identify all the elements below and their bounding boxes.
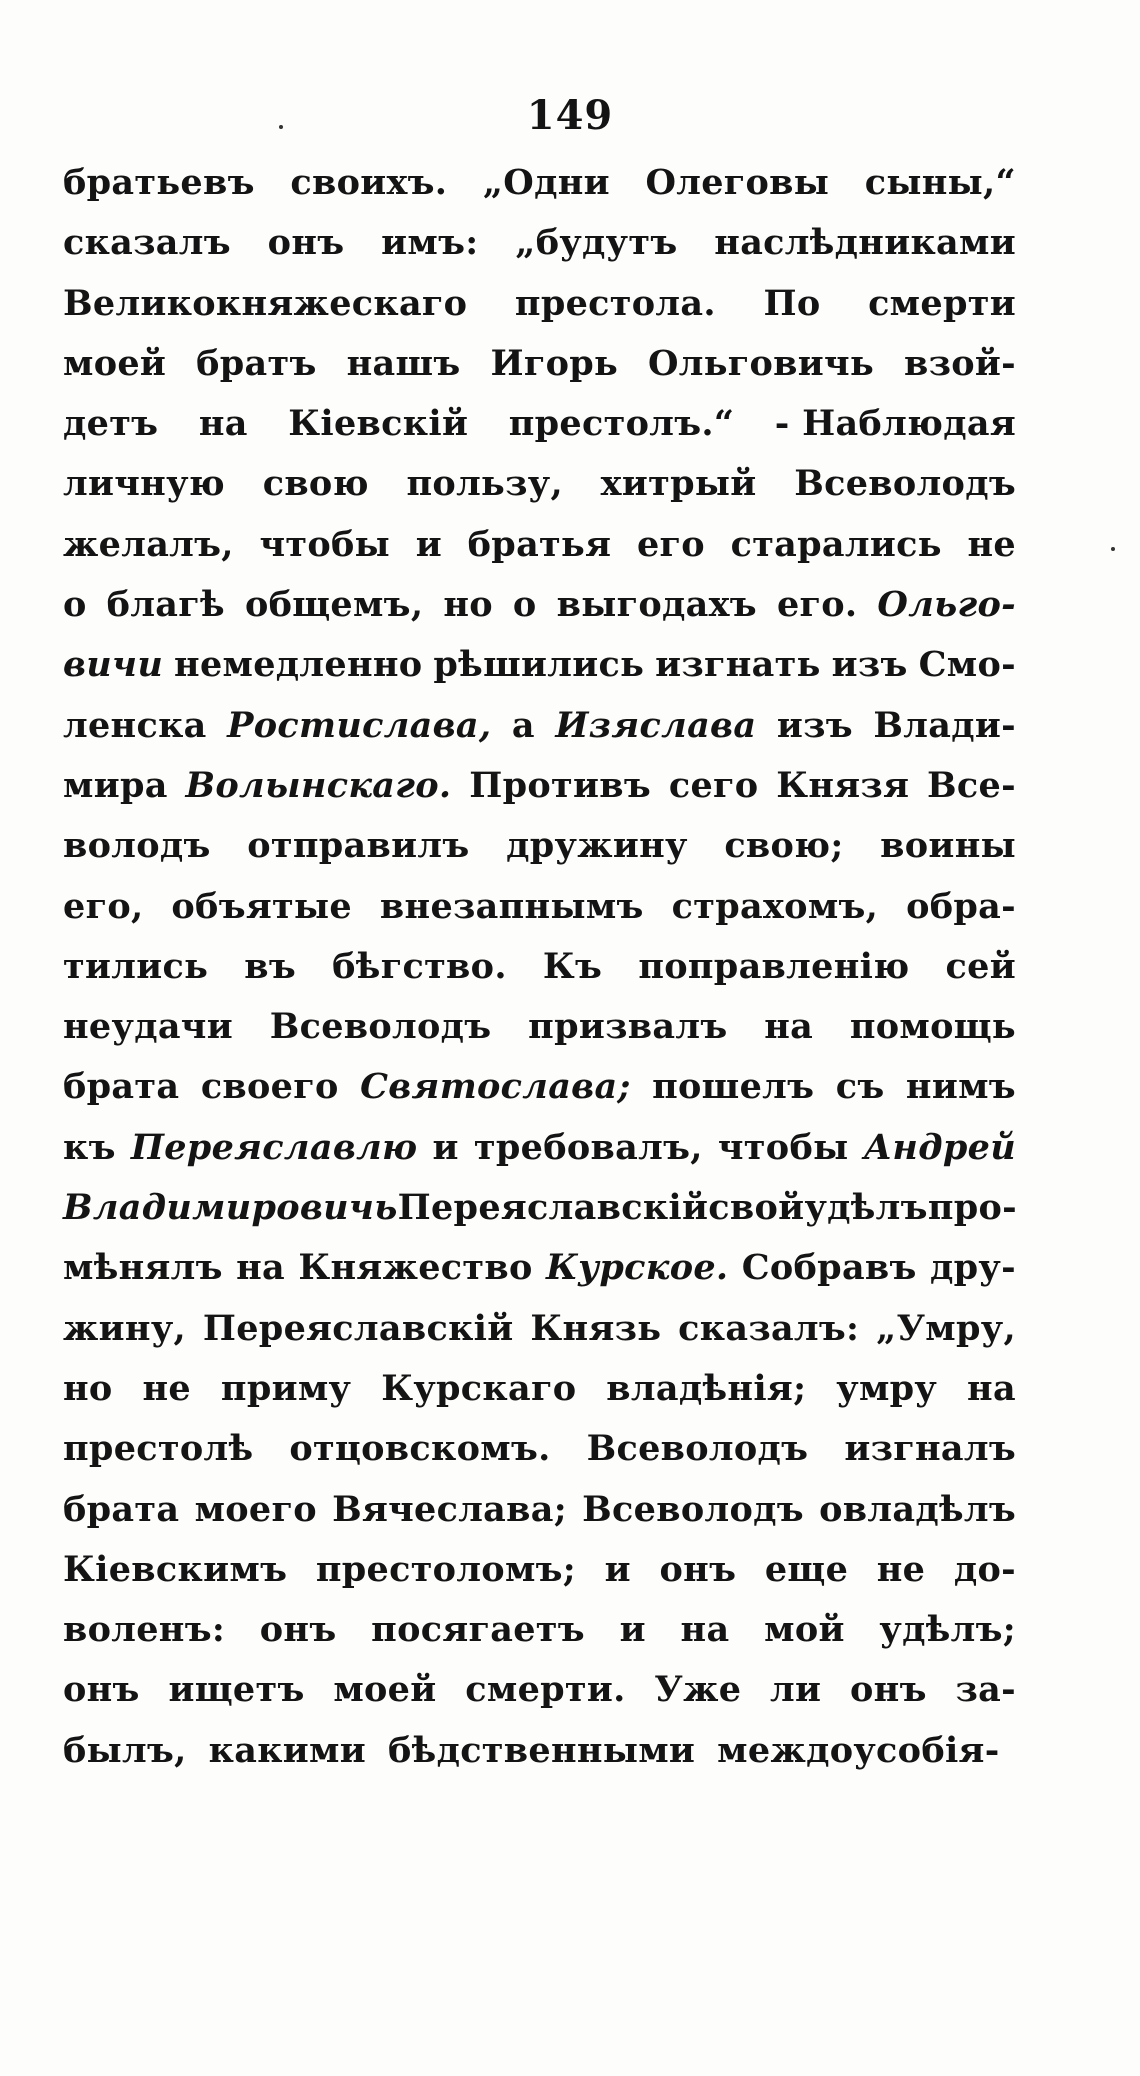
word: внезапнымъ (379, 885, 644, 927)
text-line (63, 1669, 1016, 1729)
word: братъ (196, 342, 317, 384)
word: и (432, 1126, 459, 1168)
text-line (63, 825, 1016, 885)
word: Всеволодъ (582, 1488, 804, 1530)
text-line (63, 1368, 1016, 1428)
word: Вячеслава; (332, 1488, 567, 1530)
word: пошелъ (652, 1066, 815, 1108)
word: По (763, 282, 821, 324)
word: престола. (514, 282, 716, 324)
word: еще (764, 1548, 849, 1590)
italic-word: Ольго- (877, 584, 1016, 626)
word: Курскаго (381, 1367, 577, 1409)
word: Кіевскимъ (63, 1548, 288, 1590)
word: въ (244, 945, 297, 987)
word: своихъ. (290, 162, 448, 203)
word: мой (764, 1609, 845, 1651)
word: сыны,“ (864, 162, 1016, 203)
word: „Одни (482, 162, 610, 203)
word: Къ (542, 945, 603, 987)
word: приму (220, 1367, 352, 1409)
text-line (63, 1489, 1016, 1549)
word: смерти. (465, 1669, 626, 1711)
italic-word: Святослава; (360, 1066, 631, 1108)
word: выгодахъ (556, 584, 757, 626)
word: свой (708, 1187, 805, 1229)
word: немедленно (174, 644, 423, 686)
word: Князя (776, 764, 910, 806)
word: Переяславскій (397, 1187, 709, 1229)
word: мира (63, 764, 168, 806)
text-line (63, 1549, 1016, 1609)
word: Влади- (873, 704, 1016, 746)
word: воленъ: (63, 1609, 226, 1651)
word: володъ (63, 825, 211, 867)
word: дру- (930, 1247, 1016, 1289)
word: его. (776, 584, 858, 626)
word: благѣ (106, 584, 225, 626)
ink-speck (1111, 547, 1115, 551)
italic-word: Волынскаго. (185, 764, 452, 806)
word: престолѣ (63, 1428, 254, 1470)
word: свою; (724, 825, 844, 867)
text-line (63, 1247, 1016, 1307)
italic-word: Изяслава (555, 704, 757, 746)
text-line (63, 1428, 1016, 1488)
word: смерти (868, 282, 1016, 324)
word: Игорь (490, 342, 619, 384)
word: брата (63, 1488, 180, 1530)
word: о (63, 584, 87, 626)
word: чтобы (259, 523, 391, 565)
word: владѣнія; (606, 1367, 807, 1409)
word: сказалъ: (678, 1307, 860, 1349)
text-line (63, 343, 1016, 403)
word: изгналъ (844, 1428, 1016, 1470)
word: брата (63, 1066, 180, 1108)
word: посягаетъ (371, 1609, 585, 1651)
text-line (63, 1308, 1016, 1368)
ink-speck (279, 125, 283, 129)
word: на (764, 1006, 814, 1048)
word: общемъ, (244, 584, 424, 626)
word: рѣшились (433, 644, 645, 686)
word: на (236, 1247, 286, 1289)
text-line (63, 584, 1016, 644)
word: детъ (63, 403, 159, 445)
word: помощь (849, 1006, 1016, 1048)
word: его, (63, 885, 144, 927)
word: къ (63, 1126, 116, 1168)
word: ли (770, 1669, 822, 1711)
word: имъ: (381, 222, 479, 264)
word: призвалъ (528, 1006, 728, 1048)
word: но (63, 1367, 113, 1409)
word: Всеволодъ (794, 463, 1016, 505)
word: изъ (776, 704, 853, 746)
text-line (63, 886, 1016, 946)
word: поправленію (638, 945, 910, 987)
text-line (63, 403, 1016, 463)
word: отцовскомъ. (289, 1428, 551, 1470)
word: и (415, 523, 442, 565)
word: междоусобія- (717, 1729, 1000, 1771)
word: свою (262, 463, 369, 505)
word: - Наблюдая (774, 403, 1016, 445)
text-line (63, 162, 1016, 222)
italic-word: Курское. (545, 1247, 729, 1289)
word: Кіевскій (288, 403, 469, 445)
word: Уже (654, 1669, 742, 1711)
word: а (511, 704, 535, 746)
word: сказалъ (63, 222, 231, 264)
text-line (63, 1730, 1016, 1790)
word: Смо- (918, 644, 1016, 686)
word: Всеволодъ (269, 1006, 492, 1048)
word: на (680, 1609, 730, 1651)
word: мѣнялъ (63, 1247, 223, 1289)
word: пользу, (406, 463, 563, 505)
word: за- (955, 1669, 1016, 1711)
word: „будутъ (515, 222, 678, 264)
word: про- (927, 1187, 1017, 1229)
word: до- (953, 1548, 1016, 1590)
word: не (142, 1367, 191, 1409)
word: неудачи (63, 1006, 233, 1048)
word: ленска (63, 704, 207, 746)
text-line (63, 705, 1016, 765)
word: Великокняжескаго (63, 282, 468, 324)
word: Ольговичь (647, 342, 875, 384)
word: умру (836, 1367, 938, 1409)
word: не (967, 523, 1016, 565)
text-line (63, 1187, 1016, 1247)
text-line (63, 644, 1016, 704)
word: объятые (171, 885, 352, 927)
word: престолъ.“ (508, 403, 735, 445)
word: жину, (63, 1307, 187, 1349)
word: и (604, 1548, 631, 1590)
word: моей (63, 342, 167, 384)
word: изъ (831, 644, 908, 686)
word: онъ (850, 1669, 927, 1711)
word: моей (333, 1669, 437, 1711)
word: личную (63, 463, 225, 505)
word: наслѣдниками (714, 222, 1016, 264)
word: Все- (927, 764, 1016, 806)
word: удѣлъ; (879, 1609, 1016, 1651)
word: нимъ (905, 1066, 1016, 1108)
word: обра- (906, 885, 1016, 927)
body-text (63, 162, 1016, 1790)
word: Переяславскій (202, 1307, 514, 1349)
text-line (63, 463, 1016, 523)
text-line (63, 524, 1016, 584)
text-line (63, 1006, 1016, 1066)
word: Князь (530, 1307, 662, 1349)
word: нашъ (346, 342, 461, 384)
word: моего (194, 1488, 317, 1530)
word: Противъ (469, 764, 652, 806)
word: о (512, 584, 537, 626)
word: бѣгство. (332, 945, 507, 987)
word: Княжество (298, 1247, 533, 1289)
word: своего (200, 1066, 339, 1108)
word: старались (730, 523, 942, 565)
word: какими (208, 1729, 367, 1771)
word: сей (945, 945, 1016, 987)
italic-word: Владимировичь (63, 1187, 398, 1229)
text-line (63, 222, 1016, 282)
word: овладѣлъ (819, 1488, 1016, 1530)
text-line (63, 1127, 1016, 1187)
word: тились (63, 945, 209, 987)
word: онъ (659, 1548, 737, 1590)
word: онъ (259, 1609, 337, 1651)
word: удѣлъ (804, 1187, 928, 1229)
word: братьевъ (63, 162, 255, 203)
word: но (443, 584, 493, 626)
word: чтобы (717, 1126, 849, 1168)
word: страхомъ, (671, 885, 879, 927)
word: ищетъ (168, 1669, 305, 1711)
text-line (63, 946, 1016, 1006)
word: престоломъ; (315, 1548, 577, 1590)
word: онъ (63, 1669, 140, 1711)
italic-word: Переяславлю (130, 1126, 418, 1168)
word: не (876, 1548, 926, 1590)
text-line (63, 1609, 1016, 1669)
word: братья (467, 523, 612, 565)
word: хитрый (600, 463, 757, 505)
word: бѣдственными (388, 1729, 696, 1771)
word: онъ (267, 222, 345, 264)
word: изгнать (655, 644, 821, 686)
word: требовалъ, (473, 1126, 703, 1168)
text-line (63, 283, 1016, 343)
italic-word: Андрей (863, 1126, 1016, 1168)
text-line (63, 1066, 1016, 1126)
word: сего (668, 764, 759, 806)
word: взой- (903, 342, 1016, 384)
word: и (619, 1609, 646, 1651)
text-line (63, 765, 1016, 825)
word: на (198, 403, 248, 445)
word: дружину (506, 825, 688, 867)
word: Собравъ (741, 1247, 917, 1289)
italic-word: Ростислава, (227, 704, 492, 746)
word: Всеволодъ (586, 1428, 809, 1470)
word: на (967, 1367, 1016, 1409)
word: отправилъ (247, 825, 470, 867)
page-number: 149 (526, 92, 614, 139)
word: воины (880, 825, 1016, 867)
word: съ (835, 1066, 885, 1108)
word: „Умру, (876, 1307, 1016, 1349)
word: желалъ, (63, 523, 234, 565)
italic-word: вичи (63, 644, 164, 686)
word: Олеговы (645, 162, 830, 203)
word: его (636, 523, 705, 565)
word: былъ, (63, 1729, 187, 1771)
